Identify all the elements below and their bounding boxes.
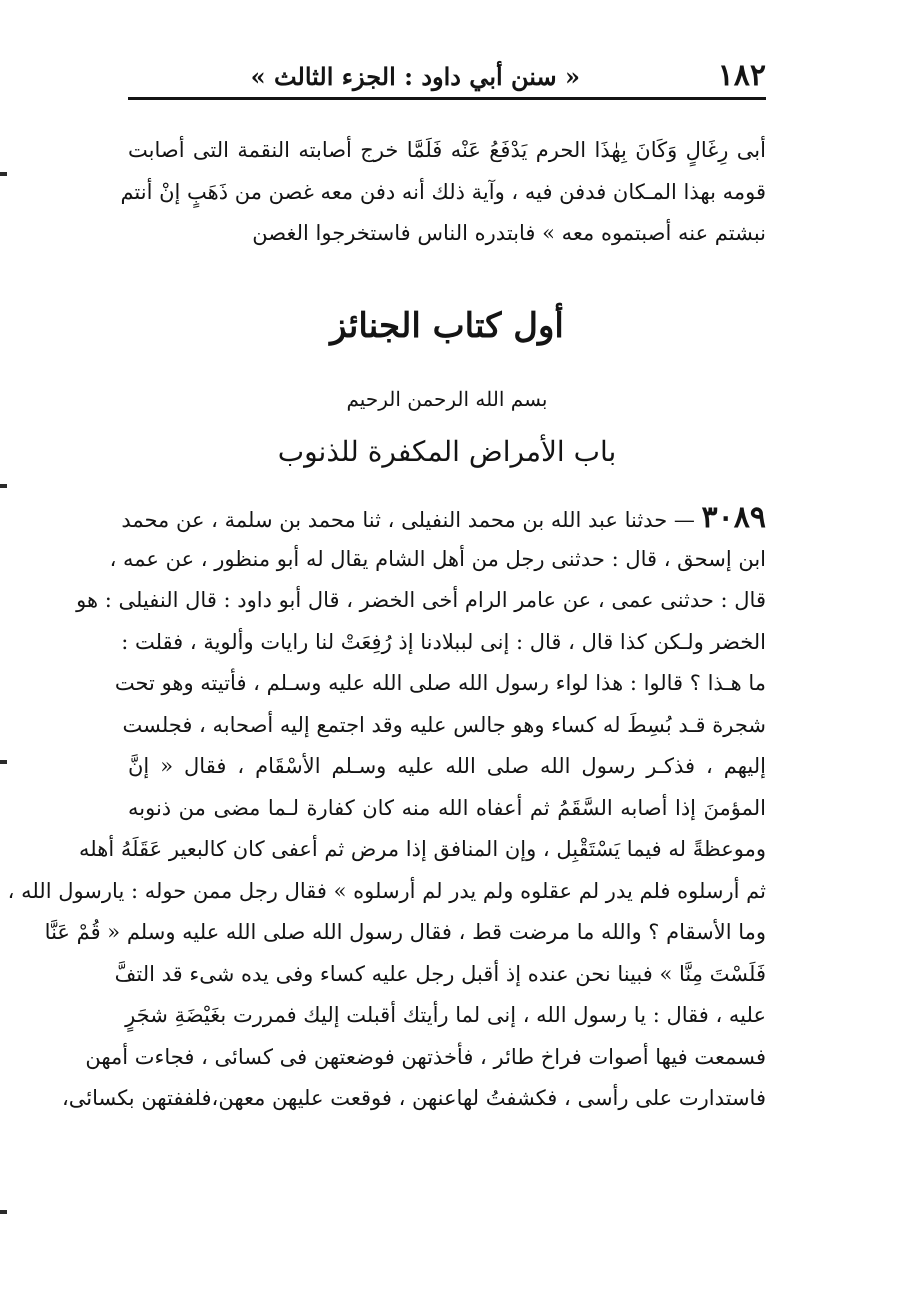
running-title: « سنن أبي داود : الجزء الثالث » xyxy=(250,62,580,91)
running-head xyxy=(128,54,766,98)
hadith-number: ٣٠٨٩ xyxy=(701,500,766,535)
text-line: قال : حدثنى عمى ، عن عامر الرام أخى الخضر ، قال أبو داود : قال النفيلى : هو xyxy=(76,588,766,612)
basmala: بسم الله الرحمن الرحيم xyxy=(346,387,548,411)
hadith-text xyxy=(7,497,766,1120)
text-line: قومه بهذا المـكان فدفن فيه ، وآية ذلك أنه دفن معه غصن من ذَهَبٍ إنْ أنتم xyxy=(120,179,766,204)
margin-mark xyxy=(0,760,7,764)
text-line: ما هـذا ؟ قالوا : هذا لواء رسول الله صلى الله عليه وسـلم ، فأتيته وهو تحت xyxy=(114,671,766,695)
text-line: ثم أرسلوه فلم يدر لم عقلوه ولم يدر لم أرسلوه » فقال رجل ممن حوله : يارسول الله ، xyxy=(7,878,766,903)
margin-mark xyxy=(0,172,7,176)
text-line: أبى رِغَالٍ وَكَانَ بِهٰذَا الحرم يَدْفَعُ عَنْه فَلَمَّا خرج أصابته النقمة التى أصابت xyxy=(128,138,766,162)
margin-mark xyxy=(0,1210,7,1214)
text-line: وموعظةً له فيما يَسْتَقْبِل ، وإن المنافق إذا مرض ثم أعفى كان كالبعير عَقَلَهُ أهله xyxy=(79,837,766,861)
text-line: المؤمنَ إذا أصابه السَّقَمُ ثم أعفاه الله منه كان كفارة لـما مضى من ذنوبه xyxy=(128,795,766,820)
text-line: فسمعت فيها أصوات فراخ طائر ، فأخذتهن فوضعتهن فى كسائى ، فجاءت أمهن xyxy=(85,1044,766,1069)
text-line: فاستدارت على رأسى ، فكشفتُ لهاعنهن ، فوقعت عليهن معهن،فلففتهن بكسائى، xyxy=(61,1086,766,1110)
page-number: ١٨٢ xyxy=(717,58,766,93)
text-line: ابن إسحق ، قال : حدثنى رجل من أهل الشام يقال له أبو منظور ، عن عمه ، xyxy=(109,546,766,571)
hadith-opening: — حدثنا عبد الله بن محمد النفيلى ، ثنا محمد بن سلمة ، عن محمد xyxy=(121,508,695,532)
text-line: شجرة قـد بُسِطَ له كساء وهو جالس عليه وقد اجتمع إليه أصحابه ، فجلست xyxy=(122,712,766,737)
text-line: فَلَسْتَ مِنَّا » فبينا نحن عنده إذ أقبل رجل عليه كساء وفى يده شىء قد التفَّ xyxy=(114,961,766,986)
text-line: عليه ، فقال : يا رسول الله ، إنى لما رأيتك أقبلت إليك فمررت بغَيْضَةِ شجَرٍ xyxy=(125,1003,766,1027)
hadith-first-line xyxy=(121,497,766,539)
continued-text xyxy=(120,130,766,255)
chapter-title: باب الأمراض المكفرة للذنوب xyxy=(277,435,617,468)
book-title: أول كتاب الجنائز xyxy=(330,306,564,346)
text-line: نبشتم عنه أصبتموه معه » فابتدره الناس فاستخرجوا الغصن xyxy=(252,221,766,245)
text-line: وما الأسقام ؟ والله ما مرضت قط ، فقال رسول الله صلى الله عليه وسلم « قُمْ عَنَّا xyxy=(44,920,766,944)
header-rule xyxy=(128,97,766,100)
text-line: الخضر ولـكن كذا قال ، قال : إنى لببلادنا إذ رُفِعَتْ لنا رايات وألوية ، فقلت : xyxy=(121,629,766,654)
margin-mark xyxy=(0,484,7,488)
text-line: إليهم ، فذكـر رسول الله صلى الله عليه وسـلم الأسْقَام ، فقال « إنَّ xyxy=(128,754,766,778)
